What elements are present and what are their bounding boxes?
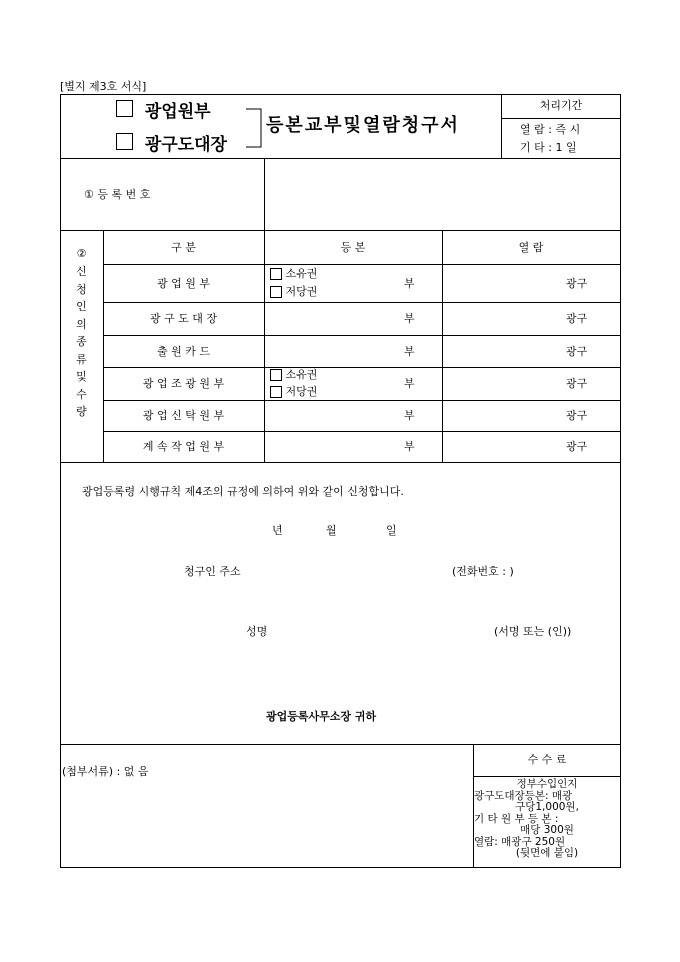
signature-label: (서명 또는 (인))	[494, 625, 572, 638]
registration-number-field[interactable]	[266, 160, 618, 228]
option-mortgage[interactable]: 저당권	[270, 386, 317, 398]
applicant-address-label: 청구인 주소	[184, 565, 241, 578]
fee-title: 수 수 료	[527, 753, 567, 766]
row-unit: 부	[404, 377, 415, 390]
row-view-unit: 광구	[566, 440, 588, 453]
processing-period-title: 처리기간	[539, 99, 583, 112]
row-name: 광 업 조 광 원 부	[142, 377, 225, 390]
option-mine-map-register: 광구도대장	[116, 133, 227, 154]
row-name: 광 업 원 부	[157, 277, 210, 290]
row-view-unit: 광구	[566, 345, 588, 358]
row-view-unit: 광구	[566, 377, 588, 390]
row-name: 출 원 카 드	[157, 345, 210, 358]
form-tag: [별지 제3호 서식]	[60, 80, 147, 93]
processing-period-view: 열 람 : 즉 시	[520, 123, 581, 136]
fee-details: 정부수입인지 광구도대장등본: 매광 구당1,000원, 기 타 원 부 등 본 : 매당 300원 열람: 매광구 250원 (뒷면에 붙임)	[474, 778, 579, 859]
bracket-icon	[244, 106, 264, 152]
row-view-unit: 광구	[566, 312, 588, 325]
row-unit: 부	[404, 277, 415, 290]
col-header-kind: 구 분	[171, 241, 196, 254]
row-name: 계 속 작 업 원 부	[142, 440, 225, 453]
addressee: 광업등록사무소장 귀하	[266, 710, 377, 723]
option-ownership[interactable]: 소유권	[270, 369, 317, 381]
option-mining-register: 광업원부	[116, 100, 211, 121]
row-view-unit: 광구	[566, 277, 588, 290]
date-month-label: 월	[326, 524, 337, 537]
processing-period-other: 기 타 : 1 일	[520, 141, 577, 154]
date-day-label: 일	[386, 524, 397, 537]
application-statement: 광업등록령 시행규칙 제4조의 규정에 의하여 위와 같이 신청합니다.	[82, 485, 404, 498]
checkbox-mining-register[interactable]	[116, 100, 133, 117]
checkbox-mine-map-register[interactable]	[116, 133, 133, 150]
row-unit: 부	[404, 345, 415, 358]
col-header-view: 열 람	[518, 241, 544, 254]
registration-number-label: ① 등 록 번 호	[84, 188, 151, 201]
row-name: 광 구 도 대 장	[149, 312, 218, 325]
row-view-unit: 광구	[566, 409, 588, 422]
form-title: 등본교부및열람청구서	[266, 115, 460, 136]
applicant-name-label: 성명	[246, 625, 268, 638]
row-unit: 부	[404, 440, 415, 453]
date-year-label: 년	[272, 524, 283, 537]
option-mortgage[interactable]: 저당권	[270, 286, 317, 298]
attachments-label: (첨부서류) : 없 음	[62, 765, 149, 778]
option-ownership[interactable]: 소유권	[270, 268, 317, 280]
phone-number-label: (전화번호 : )	[452, 565, 514, 578]
row-unit: 부	[404, 409, 415, 422]
col-header-copy: 등 본	[340, 241, 366, 254]
row-name: 광 업 신 탁 원 부	[142, 409, 225, 422]
row-unit: 부	[404, 312, 415, 325]
section-applicant-kind-label: ② 신 청 인 의 종 류 및 수 량	[76, 247, 87, 418]
